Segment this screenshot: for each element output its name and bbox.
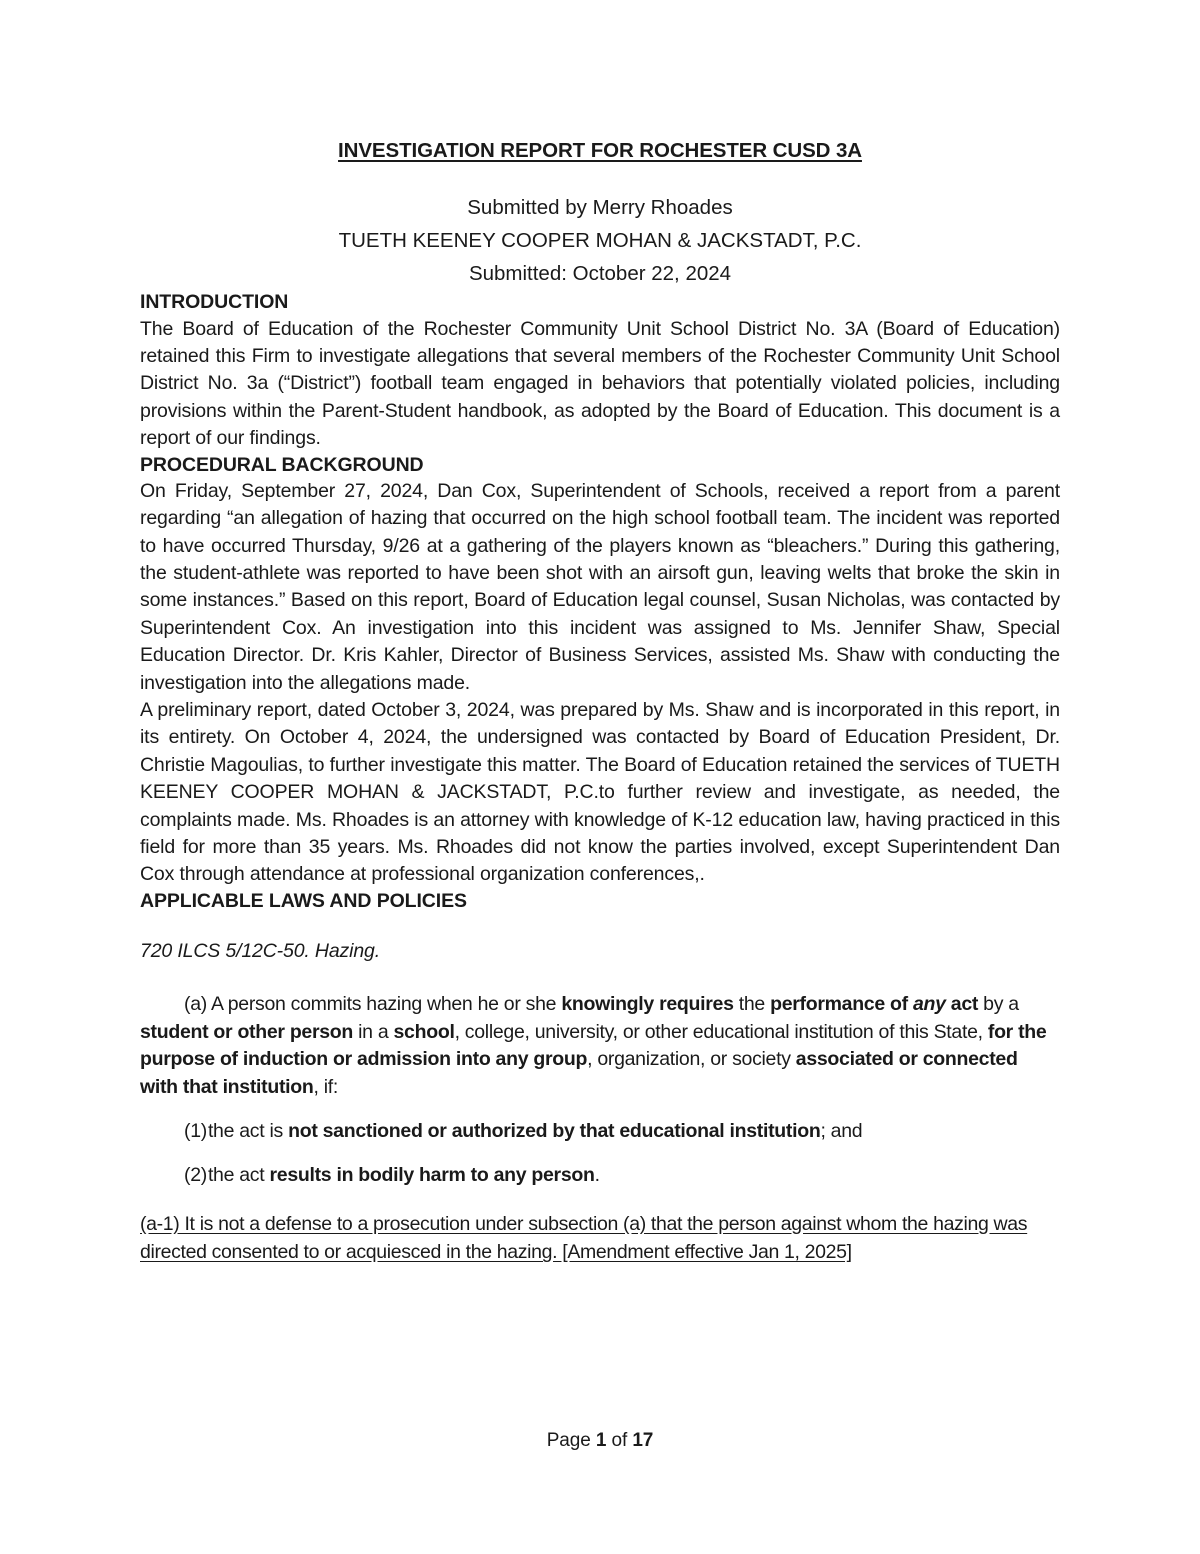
statute-item-text-before: the act (207, 1164, 270, 1187)
statute-item-text-after: . (594, 1164, 600, 1187)
statute-item-bold: not sanctioned or authorized by that educational institution (288, 1119, 821, 1142)
page-footer (0, 1430, 1200, 1452)
paragraph-introduction: The Board of Education of the Rochester Community Unit School District No. 3A (Board of Education) retained this Firm to investigate allegations that several members of the Rochester Community Unit School District No. 3a (“District”) football team engaged in behaviors that potentially violated policies, including provisions within the Parent-Student handbook, as adopted by the Board of Education. This document is a report of our findings. (140, 317, 1060, 450)
statute-item-text-after: ; and (820, 1119, 863, 1142)
footer-current-page: 1 (595, 1430, 607, 1451)
subsection-a-text-3: by a (978, 993, 1019, 1016)
subsection-a-text-6: , organization, or society (587, 1048, 796, 1071)
firm-name-line: TUETH KEENEY COOPER MOHAN & JACKSTADT, P.C. (338, 228, 862, 252)
statute-item-text-before: the act is (207, 1119, 289, 1142)
document-title-text: INVESTIGATION REPORT FOR ROCHESTER CUSD 3A (338, 139, 862, 162)
heading-procedural-background: PROCEDURAL BACKGROUND (140, 453, 424, 476)
statute-subsection-a1: (a-1) It is not a defense to a prosecution under subsection (a) that the person against whom the hazing was directed consented to or acquiesced in the hazing. [Amendment effective Jan 1, 2025] (140, 1212, 1028, 1264)
statute-citation: 720 ILCS 5/12C-50. Hazing. (140, 940, 380, 963)
paragraph-procedural-2: A preliminary report, dated October 3, 2024, was prepared by Ms. Shaw and is incorporated in this report, in its entirety. On October 4, 2024, the undersigned was contacted by Board of Education President, Dr. Christie Magoulias, to further investigate this matter. The Board of Education retained the services of TUETH KEENEY COOPER MOHAN & JACKSTADT, P.C.to further review and investigate, as needed, the complaints made. Ms. Rhoades is an attorney with knowledge of K-12 education law, having practiced in this field for more than 35 years. Ms. Rhoades did not know the parties involved, except Superintendent Dan Cox through attendance at professional organization conferences,. (140, 699, 1060, 886)
statute-item-number: (2) (184, 1164, 207, 1187)
statute-item-bold: results in bodily harm to any person (269, 1164, 595, 1187)
paragraph-procedural-1: On Friday, September 27, 2024, Dan Cox, Superintendent of Schools, received a report from a parent regarding “an allegation of hazing that occurred on the high school football team. The incident was reported to have occurred Thursday, 9/26 at a gathering of the players known as “bleachers.” During this gathering, the student-athlete was reported to have been shot with an airsoft gun, leaving welts that broke the skin in some instances.” Based on this report, Board of Education legal counsel, Susan Nicholas, was contacted by Superintendent Cox. An investigation into this incident was assigned to Ms. Jennifer Shaw, Special Education Director. Dr. Kris Kahler, Director of Business Services, assisted Ms. Shaw with conducting the investigation into the allegations made. (140, 479, 1060, 694)
footer-prefix: Page (546, 1430, 596, 1451)
subsection-a-bold-4: student or other person (140, 1020, 354, 1043)
heading-applicable-laws: APPLICABLE LAWS AND POLICIES (140, 889, 467, 912)
subsection-a-text-4: in a (353, 1020, 394, 1043)
subsection-a-bold-italic-any: any (912, 993, 946, 1016)
subsection-a-text-2: the (733, 993, 771, 1016)
subsection-a-text-1: A person commits hazing when he or she (206, 993, 562, 1016)
submitted-by-line: Submitted by Merry Rhoades (467, 195, 733, 219)
footer-total-pages: 17 (632, 1430, 654, 1451)
heading-introduction: INTRODUCTION (140, 291, 289, 314)
subsection-a-bold-7: associated or connected with that institution (140, 1048, 1018, 1098)
footer-middle: of (606, 1430, 633, 1451)
statute-item (184, 1118, 1060, 1145)
subsection-a-bold-5: school (393, 1020, 455, 1043)
subsection-a-bold-6: for the purpose of induction or admission into any group (140, 1020, 1047, 1071)
document-subtitle-block (140, 191, 1060, 291)
statute-item (184, 1162, 1060, 1189)
subsection-a-text-7: , if: (313, 1075, 339, 1098)
subsection-a-bold-2-text: performance of (770, 993, 913, 1016)
document-title (140, 0, 1060, 165)
statute-item-number: (1) (184, 1119, 207, 1142)
statute-subsection-a (140, 991, 1060, 1101)
subsection-a-bold-2 (770, 993, 978, 1015)
subsection-a-bold-3-text: act (945, 993, 979, 1016)
subsection-a-label: (a) (184, 993, 207, 1016)
subsection-a-bold-1: knowingly requires (561, 993, 734, 1016)
submitted-date-line: Submitted: October 22, 2024 (468, 262, 732, 286)
subsection-a-text-5: , college, university, or other educational institution of this State, (454, 1020, 988, 1043)
